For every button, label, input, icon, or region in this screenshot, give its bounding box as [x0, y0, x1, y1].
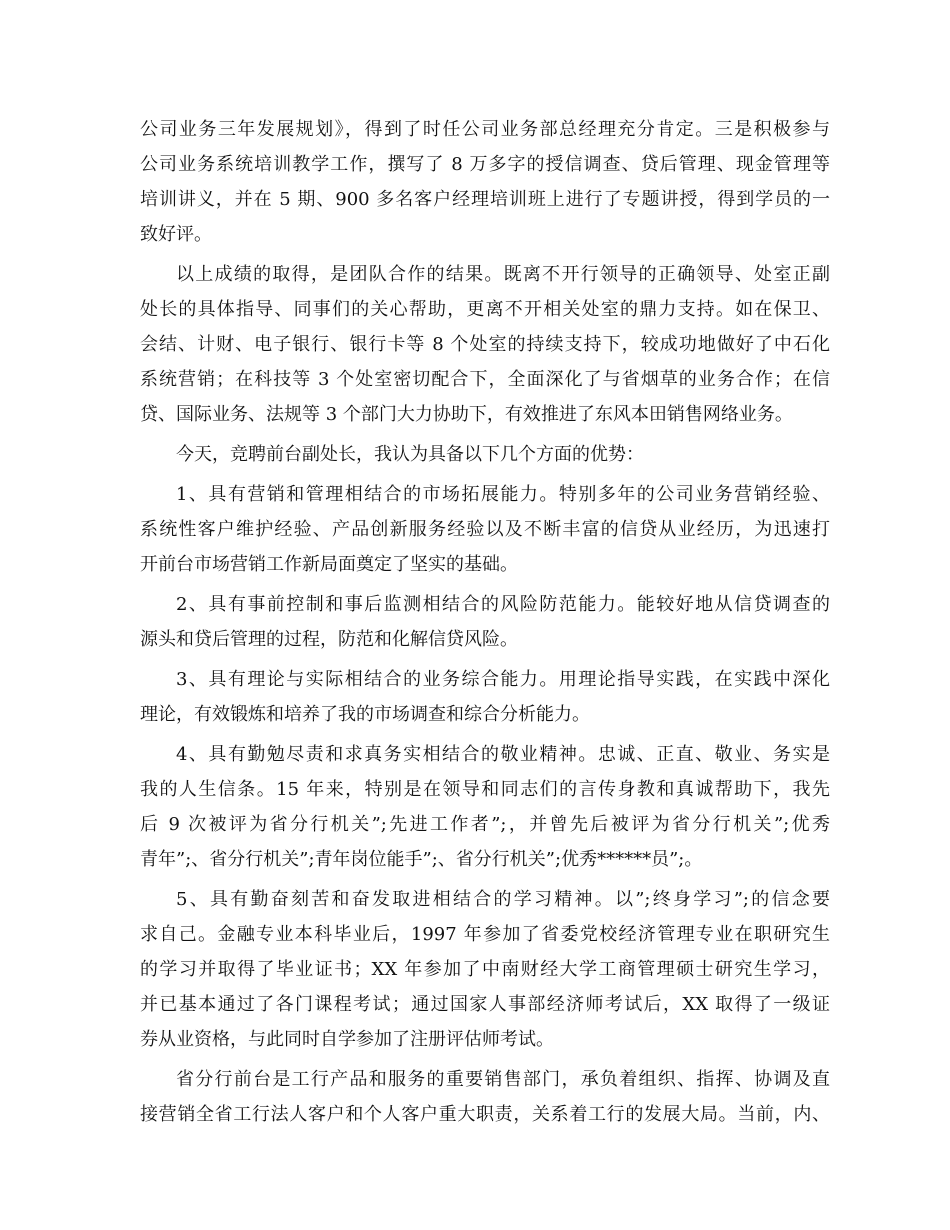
- paragraph: [140, 257, 830, 432]
- paragraph: [140, 477, 830, 582]
- paragraph: [140, 662, 830, 732]
- text-line: 今天，竞聘前台副处长，我认为具备以下几个方面的优势：: [176, 444, 644, 465]
- text-line: 1、具有营销和管理相结合的市场拓展能力。特别多年的公司业务营销经验、: [176, 484, 830, 505]
- text-line: 5、具有勤奋刻苦和奋发取进相结合的学习精神。以”;终身学习”;的信念要: [176, 889, 830, 910]
- paragraph: [140, 882, 830, 1057]
- text-line: 公司业务三年发展规划》，得到了时任公司业务部总经理充分肯定。三是积极参与: [140, 119, 830, 140]
- paragraph: [140, 1062, 830, 1132]
- text-line: 公司业务系统培训教学工作，撰写了 8 万多字的授信调查、贷后管理、现金管理等: [140, 154, 830, 175]
- text-line: 源头和贷后管理的过程，防范和化解信贷风险。: [140, 629, 518, 650]
- text-line: 致好评。: [140, 224, 212, 245]
- paragraph: [140, 737, 830, 877]
- text-line: 培训讲义，并在 5 期、900 多名客户经理培训班上进行了专题讲授，得到学员的一: [140, 189, 830, 210]
- paragraph: [140, 437, 830, 472]
- text-line: 系统营销；在科技等 3 个处室密切配合下，全面深化了与省烟草的业务合作；在信: [140, 369, 830, 390]
- text-line: 处长的具体指导、同事们的关心帮助，更离不开相关处室的鼎力支持。如在保卫、: [140, 299, 830, 320]
- text-line: 系统性客户维护经验、产品创新服务经验以及不断丰富的信贷从业经历，为迅速打: [140, 519, 830, 540]
- text-line: 求自己。金融专业本科毕业后，1997 年参加了省委党校经济管理专业在职研究生: [140, 924, 830, 945]
- text-line: 省分行前台是工行产品和服务的重要销售部门，承负着组织、指挥、协调及直: [176, 1069, 830, 1090]
- text-line: 开前台市场营销工作新局面奠定了坚实的基础。: [140, 554, 518, 575]
- text-line: 3、具有理论与实际相结合的业务综合能力。用理论指导实践，在实践中深化: [176, 669, 830, 690]
- paragraph: [140, 112, 830, 252]
- paragraph: [140, 587, 830, 657]
- text-line: 会结、计财、电子银行、银行卡等 8 个处室的持续支持下，较成功地做好了中石化: [140, 334, 830, 355]
- text-line: 券从业资格，与此同时自学参加了注册评估师考试。: [140, 1029, 554, 1050]
- text-line: 贷、国际业务、法规等 3 个部门大力协助下，有效推进了东风本田销售网络业务。: [140, 404, 793, 425]
- text-line: 4、具有勤勉尽责和求真务实相结合的敬业精神。忠诚、正直、敬业、务实是: [176, 744, 830, 765]
- text-line: 后 9 次被评为省分行机关”;先进工作者”;，并曾先后被评为省分行机关”;优秀: [140, 814, 830, 835]
- text-line: 2、具有事前控制和事后监测相结合的风险防范能力。能较好地从信贷调查的: [176, 594, 830, 615]
- text-line: 并已基本通过了各门课程考试；通过国家人事部经济师考试后，XX 取得了一级证: [140, 994, 830, 1015]
- text-line: 我的人生信条。15 年来，特别是在领导和同志们的言传身教和真诚帮助下，我先: [140, 779, 830, 800]
- text-line: 以上成绩的取得，是团队合作的结果。既离不开行领导的正确领导、处室正副: [176, 264, 830, 285]
- text-line: 青年”;、省分行机关”;青年岗位能手”;、省分行机关”;优秀******员”;。: [140, 849, 703, 870]
- text-line: 的学习并取得了毕业证书；XX 年参加了中南财经大学工商管理硕士研究生学习，: [140, 959, 830, 980]
- text-line: 接营销全省工行法人客户和个人客户重大职责，关系着工行的发展大局。当前，内、: [140, 1104, 830, 1125]
- document-body: [140, 112, 830, 1132]
- text-line: 理论，有效锻炼和培养了我的市场调查和综合分析能力。: [140, 704, 590, 725]
